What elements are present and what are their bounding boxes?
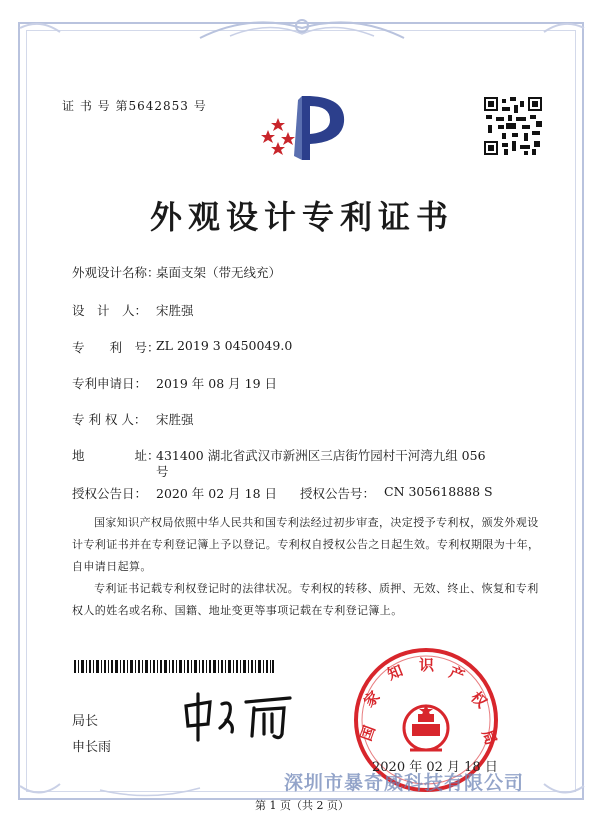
barcode-icon <box>74 660 274 673</box>
svg-text:家: 家 <box>360 687 384 711</box>
page-indicator: 第 1 页（共 2 页） <box>255 799 349 812</box>
field-value: 宋胜强 <box>156 303 194 318</box>
field-value: 宋胜强 <box>156 412 194 427</box>
signatory-name: 申长雨 <box>72 740 112 755</box>
seal-date: 2020 年 02 月 18 日 <box>372 760 498 775</box>
handwritten-signature-icon <box>180 690 300 746</box>
field-value: ZL 2019 3 0450049.0 <box>156 338 293 353</box>
qr-code-icon <box>484 97 542 155</box>
signatory-title: 局长 <box>72 714 99 729</box>
field-value: 431400 湖北省武汉市新洲区三店街竹园村干河湾九组 056 <box>156 448 486 463</box>
field-label: 地 址： <box>72 448 160 463</box>
svg-text:知: 知 <box>384 661 406 684</box>
field-label: 专 利 权 人： <box>72 412 147 427</box>
field-value-grant-number: CN 305618888 S <box>384 484 493 499</box>
top-ornament <box>0 8 604 48</box>
statement-paragraph-1: 国家知识产权局依照中华人民共和国专利法经过初步审查，决定授予专利权，颁发外观设计专利证书并在专利登记簿上予以登记。专利权自授权公告之日起生效。专利权期限为十年，自申请日起算。 <box>72 516 540 573</box>
svg-text:产: 产 <box>446 663 468 686</box>
field-label: 设 计 人： <box>72 303 148 318</box>
svg-text:权: 权 <box>467 688 491 712</box>
field-value: 桌面支架（带无线充） <box>156 265 282 280</box>
field-label: 外观设计名称： <box>72 265 160 280</box>
svg-text:国: 国 <box>356 723 379 744</box>
field-value: 2020 年 02 月 18 日 <box>156 486 277 501</box>
field-label: 专利申请日： <box>72 376 148 391</box>
field-label-grant-number: 授权公告号： <box>300 486 376 501</box>
cnipa-logo-icon <box>258 88 350 168</box>
svg-text:识: 识 <box>419 656 435 674</box>
field-value-continued: 号 <box>156 464 169 479</box>
statement-paragraph-2: 专利证书记载专利权登记时的法律状况。专利权的转移、质押、无效、终止、恢复和专利权人的姓名或名称、国籍、地址变更等事项记载在专利登记簿上。 <box>72 582 539 617</box>
field-label: 专 利 号： <box>72 340 160 355</box>
field-label: 授权公告日： <box>72 486 148 501</box>
certificate-number: 证 书 号 第5642853 号 <box>62 99 207 113</box>
certificate-title: 外观设计专利证书 <box>149 198 454 236</box>
field-value: 2019 年 08 月 19 日 <box>156 376 277 391</box>
svg-text:局: 局 <box>478 727 500 748</box>
company-watermark: 深圳市暴奇威科技有限公司 <box>284 772 525 794</box>
